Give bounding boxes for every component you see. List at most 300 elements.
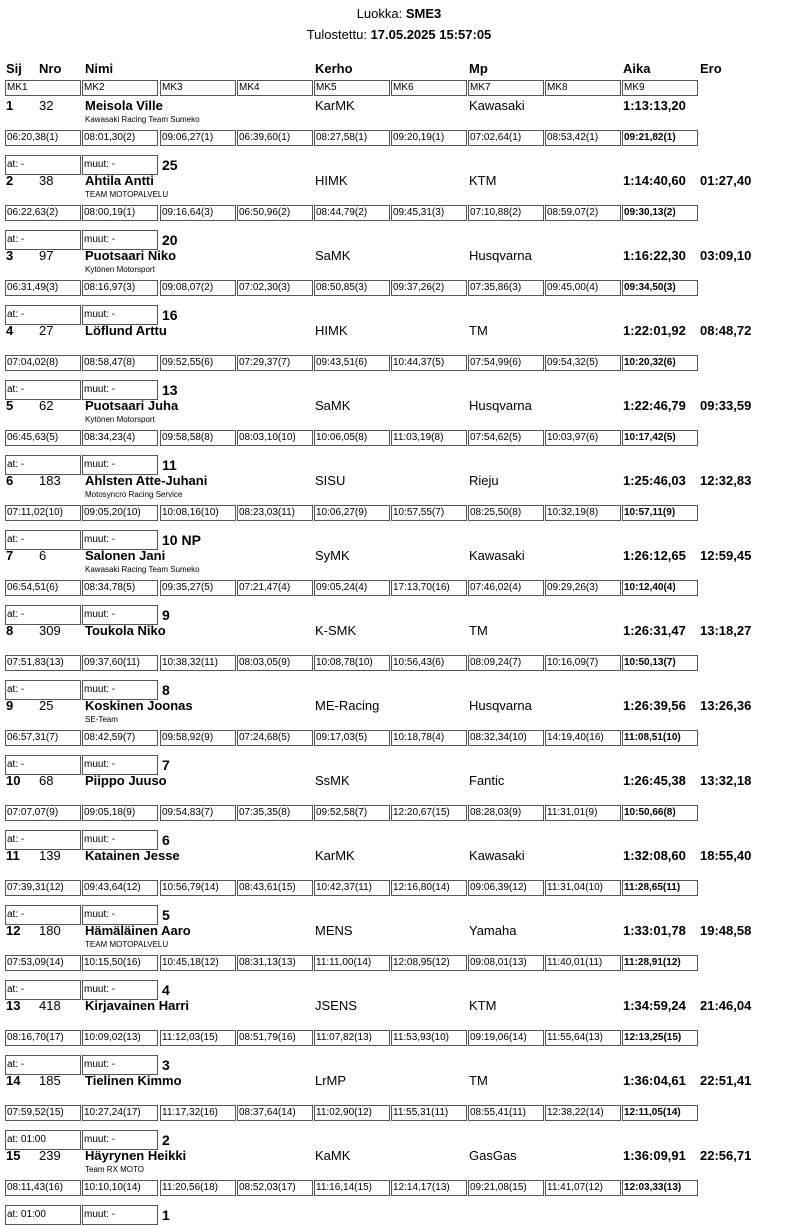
rider-club: K-SMK — [315, 623, 357, 638]
lap-time-cell: 08:51,79(16) — [237, 1030, 313, 1046]
lap-time-cell: 11:40,01(11) — [545, 955, 621, 971]
rider-name: Hämäläinen Aaro — [85, 923, 191, 938]
lap-header-cell: MK1 — [5, 80, 81, 96]
rider-position: 8 — [6, 623, 14, 638]
rider-position: 6 — [6, 473, 14, 488]
rider-at-penalty: at: - — [5, 605, 81, 625]
lap-time-cell: 09:05,18(9) — [82, 805, 158, 821]
lap-time-cell: 08:03,10(10) — [237, 430, 313, 446]
rider-bike: TM — [469, 323, 488, 338]
rider-name: Piippo Juuso — [85, 773, 167, 788]
rider-position: 12 — [6, 923, 21, 938]
rider-at-penalty: at: - — [5, 680, 81, 700]
rider-gap: 21:46,04 — [700, 998, 752, 1013]
rider-gap: 12:32,83 — [700, 473, 752, 488]
class-line — [0, 6, 798, 21]
rider-points: 10 NP — [162, 532, 201, 548]
lap-time-cell: 08:34,23(4) — [82, 430, 158, 446]
lap-time-cell: 09:35,27(5) — [160, 580, 236, 596]
rider-number: 25 — [39, 698, 54, 713]
rider-number: 62 — [39, 398, 54, 413]
rider-other-penalty: muut: - — [82, 155, 158, 175]
lap-time-cell: 10:08,78(10) — [314, 655, 390, 671]
rider-at-penalty: at: - — [5, 530, 81, 550]
rider-club: KaMK — [315, 1148, 351, 1163]
lap-time-cell: 12:38,22(14) — [545, 1105, 621, 1121]
rider-row — [0, 548, 798, 623]
rider-points: 5 — [162, 907, 170, 923]
rider-position: 9 — [6, 698, 14, 713]
lap-time-cell: 11:31,01(9) — [545, 805, 621, 821]
lap-time-cell: 10:57,11(9) — [622, 505, 698, 521]
lap-time-cell: 09:43,51(6) — [314, 355, 390, 371]
rider-bike: Husqvarna — [469, 248, 532, 263]
rider-name: Ahtila Antti — [85, 173, 154, 188]
lap-time-cell: 10:32,19(8) — [545, 505, 621, 521]
lap-time-cell: 17:13,70(16) — [391, 580, 467, 596]
rider-points: 1 — [162, 1207, 170, 1223]
rider-bike: Husqvarna — [469, 698, 532, 713]
rider-name: Ahlsten Atte-Juhani — [85, 473, 208, 488]
rider-gap: 13:32,18 — [700, 773, 752, 788]
lap-time-cell: 10:57,55(7) — [391, 505, 467, 521]
lap-time-cell: 08:00,19(1) — [82, 205, 158, 221]
lap-time-cell: 09:08,01(13) — [468, 955, 544, 971]
lap-time-cell: 08:09,24(7) — [468, 655, 544, 671]
lap-time-cell: 12:16,80(14) — [391, 880, 467, 896]
rider-other-penalty: muut: - — [82, 1205, 158, 1225]
rider-points: 3 — [162, 1057, 170, 1073]
rider-name: Toukola Niko — [85, 623, 166, 638]
lap-time-cell: 07:02,64(1) — [468, 130, 544, 146]
lap-time-cell: 09:54,32(5) — [545, 355, 621, 371]
lap-time-cell: 07:02,30(3) — [237, 280, 313, 296]
rider-at-penalty: at: - — [5, 980, 81, 1000]
lap-time-cell: 08:42,59(7) — [82, 730, 158, 746]
lap-time-cell: 12:08,95(12) — [391, 955, 467, 971]
col-header-nro: Nro — [39, 61, 62, 76]
rider-row — [0, 998, 798, 1073]
lap-time-cell: 10:38,32(11) — [160, 655, 236, 671]
lap-time-cell: 08:50,85(3) — [314, 280, 390, 296]
lap-time-cell: 08:16,70(17) — [5, 1030, 81, 1046]
lap-time-cell: 09:08,07(2) — [160, 280, 236, 296]
rider-name: Löflund Arttu — [85, 323, 167, 338]
rider-number: 38 — [39, 173, 54, 188]
lap-time-cell: 07:21,47(4) — [237, 580, 313, 596]
lap-time-cell: 12:03,33(13) — [622, 1180, 698, 1196]
rider-at-penalty: at: - — [5, 455, 81, 475]
rider-name: Salonen Jani — [85, 548, 166, 563]
rider-at-penalty: at: 01:00 — [5, 1205, 81, 1225]
printed-value: 17.05.2025 15:57:05 — [370, 27, 492, 42]
lap-time-cell: 09:37,60(11) — [82, 655, 158, 671]
rider-other-penalty: muut: - — [82, 605, 158, 625]
lap-time-cell: 09:16,64(3) — [160, 205, 236, 221]
lap-time-cell: 12:14,17(13) — [391, 1180, 467, 1196]
rider-row — [0, 248, 798, 323]
rider-bike: KTM — [469, 998, 497, 1013]
lap-time-cell: 08:03,05(9) — [237, 655, 313, 671]
rider-name: Puotsaari Juha — [85, 398, 179, 413]
lap-time-cell: 06:20,38(1) — [5, 130, 81, 146]
lap-time-cell: 09:05,24(4) — [314, 580, 390, 596]
lap-time-cell: 11:11,00(14) — [314, 955, 390, 971]
lap-time-cell: 09:30,13(2) — [622, 205, 698, 221]
lap-time-cell: 08:37,64(14) — [237, 1105, 313, 1121]
lap-time-cell: 07:04,02(8) — [5, 355, 81, 371]
lap-time-cell: 06:50,96(2) — [237, 205, 313, 221]
rider-gap: 08:48,72 — [700, 323, 752, 338]
rider-at-penalty: at: - — [5, 755, 81, 775]
lap-time-cell: 09:54,83(7) — [160, 805, 236, 821]
lap-time-cell: 10:10,10(14) — [82, 1180, 158, 1196]
rider-other-penalty: muut: - — [82, 830, 158, 850]
rider-team: Kawasaki Racing Team Sumeko — [85, 115, 200, 124]
rider-at-penalty: at: - — [5, 1055, 81, 1075]
rider-points: 4 — [162, 982, 170, 998]
rider-points: 11 — [162, 457, 177, 473]
col-header-kerho: Kerho — [315, 61, 353, 76]
rider-row — [0, 773, 798, 848]
rider-club: SsMK — [315, 773, 350, 788]
col-header-nimi: Nimi — [85, 61, 114, 76]
lap-time-cell: 11:16,14(15) — [314, 1180, 390, 1196]
rider-bike: Fantic — [469, 773, 505, 788]
rider-points: 16 — [162, 307, 178, 323]
lap-time-cell: 09:58,58(8) — [160, 430, 236, 446]
rider-club: JSENS — [315, 998, 357, 1013]
rider-total-time: 1:22:46,79 — [623, 398, 686, 413]
rider-points: 6 — [162, 832, 170, 848]
col-header-mp: Mp — [469, 61, 488, 76]
lap-time-cell: 08:43,61(15) — [237, 880, 313, 896]
rider-other-penalty: muut: - — [82, 1130, 158, 1150]
rider-row — [0, 173, 798, 248]
rider-other-penalty: muut: - — [82, 980, 158, 1000]
lap-time-cell: 09:29,26(3) — [545, 580, 621, 596]
rider-points: 20 — [162, 232, 178, 248]
lap-time-cell: 07:59,52(15) — [5, 1105, 81, 1121]
rider-at-penalty: at: - — [5, 380, 81, 400]
rider-row — [0, 923, 798, 998]
rider-position: 11 — [6, 848, 20, 863]
rider-row — [0, 473, 798, 548]
lap-time-cell: 12:11,05(14) — [622, 1105, 698, 1121]
lap-time-cell: 06:22,63(2) — [5, 205, 81, 221]
rider-total-time: 1:32:08,60 — [623, 848, 686, 863]
rider-other-penalty: muut: - — [82, 755, 158, 775]
rider-total-time: 1:14:40,60 — [623, 173, 686, 188]
rider-number: 27 — [39, 323, 54, 338]
rider-position: 14 — [6, 1073, 21, 1088]
rider-row — [0, 398, 798, 473]
rider-row — [0, 323, 798, 398]
rider-club: HIMK — [315, 323, 348, 338]
rider-total-time: 1:26:39,56 — [623, 698, 686, 713]
rider-row — [0, 698, 798, 773]
class-value: SME3 — [405, 6, 442, 21]
lap-time-cell: 08:59,07(2) — [545, 205, 621, 221]
rider-points: 9 — [162, 607, 170, 623]
rider-gap: 22:51,41 — [700, 1073, 752, 1088]
lap-time-cell: 07:53,09(14) — [5, 955, 81, 971]
lap-time-cell: 11:55,31(11) — [391, 1105, 467, 1121]
lap-time-cell: 10:09,02(13) — [82, 1030, 158, 1046]
lap-time-cell: 11:12,03(15) — [160, 1030, 236, 1046]
rider-position: 1 — [6, 98, 14, 113]
lap-time-cell: 07:10,88(2) — [468, 205, 544, 221]
lap-time-cell: 11:41,07(12) — [545, 1180, 621, 1196]
rider-total-time: 1:22:01,92 — [623, 323, 686, 338]
rider-total-time: 1:26:45,38 — [623, 773, 686, 788]
rider-team: TEAM MOTOPALVELU — [85, 940, 169, 949]
rider-other-penalty: muut: - — [82, 230, 158, 250]
lap-time-cell: 09:06,39(12) — [468, 880, 544, 896]
lap-time-cell: 11:28,91(12) — [622, 955, 698, 971]
rider-club: KarMK — [315, 848, 355, 863]
rider-name: Puotsaari Niko — [85, 248, 177, 263]
rider-position: 7 — [6, 548, 14, 563]
lap-time-cell: 08:01,30(2) — [82, 130, 158, 146]
rider-name: Koskinen Joonas — [85, 698, 193, 713]
rider-bike: Kawasaki — [469, 848, 525, 863]
rider-total-time: 1:26:12,65 — [623, 548, 686, 563]
lap-header-cell: MK2 — [82, 80, 158, 96]
lap-time-cell: 10:50,66(8) — [622, 805, 698, 821]
lap-time-cell: 11:53,93(10) — [391, 1030, 467, 1046]
lap-time-cell: 11:02,90(12) — [314, 1105, 390, 1121]
lap-time-cell: 10:16,09(7) — [545, 655, 621, 671]
rider-gap: 03:09,10 — [700, 248, 752, 263]
lap-time-cell: 11:28,65(11) — [622, 880, 698, 896]
lap-time-cell: 10:20,32(6) — [622, 355, 698, 371]
rider-total-time: 1:36:04,61 — [623, 1073, 686, 1088]
lap-time-cell: 08:44,79(2) — [314, 205, 390, 221]
rider-total-time: 1:33:01,78 — [623, 923, 686, 938]
lap-time-cell: 09:21,82(1) — [622, 130, 698, 146]
rider-bike: KTM — [469, 173, 497, 188]
rider-at-penalty: at: - — [5, 830, 81, 850]
rider-points: 13 — [162, 382, 178, 398]
lap-time-cell: 10:27,24(17) — [82, 1105, 158, 1121]
lap-header-cell: MK6 — [391, 80, 467, 96]
lap-time-cell: 08:23,03(11) — [237, 505, 313, 521]
rider-gap: 22:56,71 — [700, 1148, 752, 1163]
lap-time-cell: 07:35,86(3) — [468, 280, 544, 296]
lap-time-cell: 07:07,07(9) — [5, 805, 81, 821]
rider-number: 97 — [39, 248, 54, 263]
lap-time-cell: 10:44,37(5) — [391, 355, 467, 371]
lap-time-cell: 12:20,67(15) — [391, 805, 467, 821]
lap-time-cell: 11:31,04(10) — [545, 880, 621, 896]
class-label: Luokka: — [356, 6, 403, 21]
lap-time-cell: 09:43,64(12) — [82, 880, 158, 896]
lap-header-cell: MK4 — [237, 80, 313, 96]
lap-time-cell: 06:57,31(7) — [5, 730, 81, 746]
lap-header-cell: MK5 — [314, 80, 390, 96]
rider-at-penalty: at: 01:00 — [5, 1130, 81, 1150]
lap-time-cell: 10:18,78(4) — [391, 730, 467, 746]
lap-header-cell: MK8 — [545, 80, 621, 96]
lap-time-cell: 09:20,19(1) — [391, 130, 467, 146]
rider-position: 13 — [6, 998, 21, 1013]
lap-time-cell: 10:50,13(7) — [622, 655, 698, 671]
rider-name: Kirjavainen Harri — [85, 998, 190, 1013]
lap-time-cell: 10:56,43(6) — [391, 655, 467, 671]
lap-time-cell: 08:32,34(10) — [468, 730, 544, 746]
rider-position: 5 — [6, 398, 14, 413]
rider-other-penalty: muut: - — [82, 380, 158, 400]
rider-number: 32 — [39, 98, 54, 113]
lap-time-cell: 07:54,62(5) — [468, 430, 544, 446]
rider-points: 25 — [162, 157, 178, 173]
lap-time-cell: 06:45,63(5) — [5, 430, 81, 446]
rider-club: MENS — [315, 923, 353, 938]
rider-club: SaMK — [315, 398, 351, 413]
lap-time-cell: 09:34,50(3) — [622, 280, 698, 296]
lap-time-cell: 11:08,51(10) — [622, 730, 698, 746]
rider-position: 4 — [6, 323, 14, 338]
rider-club: SaMK — [315, 248, 351, 263]
rider-total-time: 1:34:59,24 — [623, 998, 686, 1013]
rider-total-time: 1:26:31,47 — [623, 623, 686, 638]
col-header-aika: Aika — [623, 61, 651, 76]
lap-time-cell: 08:27,58(1) — [314, 130, 390, 146]
lap-time-cell: 10:17,42(5) — [622, 430, 698, 446]
rider-other-penalty: muut: - — [82, 455, 158, 475]
rider-team: SE-Team — [85, 715, 118, 724]
lap-time-cell: 09:19,06(14) — [468, 1030, 544, 1046]
rider-gap: 13:26,36 — [700, 698, 752, 713]
rider-number: 185 — [39, 1073, 61, 1088]
rider-club: HIMK — [315, 173, 348, 188]
lap-time-cell: 11:17,32(16) — [160, 1105, 236, 1121]
rider-gap: 12:59,45 — [700, 548, 752, 563]
printed-line — [0, 27, 798, 42]
lap-time-cell: 07:54,99(6) — [468, 355, 544, 371]
rider-bike: Kawasaki — [469, 548, 525, 563]
lap-time-cell: 10:03,97(6) — [545, 430, 621, 446]
rider-position: 3 — [6, 248, 14, 263]
rider-row — [0, 1148, 798, 1223]
lap-time-cell: 11:03,19(8) — [391, 430, 467, 446]
lap-time-cell: 09:17,03(5) — [314, 730, 390, 746]
rider-gap: 09:33,59 — [700, 398, 752, 413]
lap-time-cell: 06:54,51(6) — [5, 580, 81, 596]
lap-time-cell: 07:29,37(7) — [237, 355, 313, 371]
rider-number: 68 — [39, 773, 54, 788]
lap-time-cell: 09:52,55(6) — [160, 355, 236, 371]
rider-row — [0, 623, 798, 698]
rider-number: 180 — [39, 923, 61, 938]
rider-other-penalty: muut: - — [82, 530, 158, 550]
rider-bike: TM — [469, 1073, 488, 1088]
rider-club: SyMK — [315, 548, 350, 563]
rider-gap: 01:27,40 — [700, 173, 752, 188]
rider-number: 139 — [39, 848, 61, 863]
lap-time-cell: 09:45,31(3) — [391, 205, 467, 221]
rider-gap: 19:48,58 — [700, 923, 752, 938]
rider-number: 309 — [39, 623, 61, 638]
rider-team: Team RX MOTO — [85, 1165, 144, 1174]
rider-row — [0, 848, 798, 923]
lap-time-cell: 08:28,03(9) — [468, 805, 544, 821]
rider-gap: 18:55,40 — [700, 848, 752, 863]
rider-row — [0, 98, 798, 173]
rider-team: TEAM MOTOPALVELU — [85, 190, 169, 199]
lap-time-cell: 09:58,92(9) — [160, 730, 236, 746]
rider-club: KarMK — [315, 98, 355, 113]
lap-time-cell: 08:52,03(17) — [237, 1180, 313, 1196]
rider-points: 8 — [162, 682, 170, 698]
lap-time-cell: 11:07,82(13) — [314, 1030, 390, 1046]
lap-time-cell: 10:56,79(14) — [160, 880, 236, 896]
rider-name: Häyrynen Heikki — [85, 1148, 187, 1163]
lap-time-cell: 09:06,27(1) — [160, 130, 236, 146]
lap-time-cell: 07:35,35(8) — [237, 805, 313, 821]
rider-points: 2 — [162, 1132, 170, 1148]
lap-time-cell: 08:53,42(1) — [545, 130, 621, 146]
rider-bike: Rieju — [469, 473, 499, 488]
col-header-ero: Ero — [700, 61, 722, 76]
rider-team: Motosyncro Racing Service — [85, 490, 183, 499]
col-header-sij: Sij — [6, 61, 22, 76]
rider-other-penalty: muut: - — [82, 305, 158, 325]
lap-time-cell: 07:24,68(5) — [237, 730, 313, 746]
rider-name: Katainen Jesse — [85, 848, 180, 863]
lap-time-cell: 08:55,41(11) — [468, 1105, 544, 1121]
lap-time-cell: 10:42,37(11) — [314, 880, 390, 896]
lap-time-cell: 10:08,16(10) — [160, 505, 236, 521]
rider-position: 2 — [6, 173, 14, 188]
lap-time-cell: 09:37,26(2) — [391, 280, 467, 296]
lap-time-cell: 14:19,40(16) — [545, 730, 621, 746]
rider-position: 15 — [6, 1148, 21, 1163]
rider-row — [0, 1073, 798, 1148]
lap-time-cell: 06:31,49(3) — [5, 280, 81, 296]
lap-header-cell: MK9 — [622, 80, 698, 96]
lap-time-cell: 07:46,02(4) — [468, 580, 544, 596]
rider-team: Kytönen Motorsport — [85, 265, 155, 274]
rider-club: ME-Racing — [315, 698, 380, 713]
rider-number: 183 — [39, 473, 61, 488]
rider-gap: 13:18,27 — [700, 623, 752, 638]
lap-time-cell: 09:21,08(15) — [468, 1180, 544, 1196]
rider-other-penalty: muut: - — [82, 680, 158, 700]
lap-time-cell: 06:39,60(1) — [237, 130, 313, 146]
rider-total-time: 1:25:46,03 — [623, 473, 686, 488]
lap-time-cell: 12:13,25(15) — [622, 1030, 698, 1046]
lap-time-cell: 10:06,05(8) — [314, 430, 390, 446]
lap-time-cell: 07:39,31(12) — [5, 880, 81, 896]
rider-name: Tielinen Kimmo — [85, 1073, 182, 1088]
rider-number: 239 — [39, 1148, 61, 1163]
rider-bike: Kawasaki — [469, 98, 525, 113]
lap-time-cell: 10:06,27(9) — [314, 505, 390, 521]
rider-number: 418 — [39, 998, 61, 1013]
rider-total-time: 1:16:22,30 — [623, 248, 686, 263]
lap-header-cell: MK7 — [468, 80, 544, 96]
rider-team: Kawasaki Racing Team Sumeko — [85, 565, 200, 574]
rider-points: 7 — [162, 757, 170, 773]
lap-time-cell: 08:31,13(13) — [237, 955, 313, 971]
printed-label: Tulostettu: — [306, 27, 367, 42]
lap-time-cell: 09:05,20(10) — [82, 505, 158, 521]
rider-other-penalty: muut: - — [82, 905, 158, 925]
lap-time-cell: 10:45,18(12) — [160, 955, 236, 971]
lap-time-cell: 10:12,40(4) — [622, 580, 698, 596]
